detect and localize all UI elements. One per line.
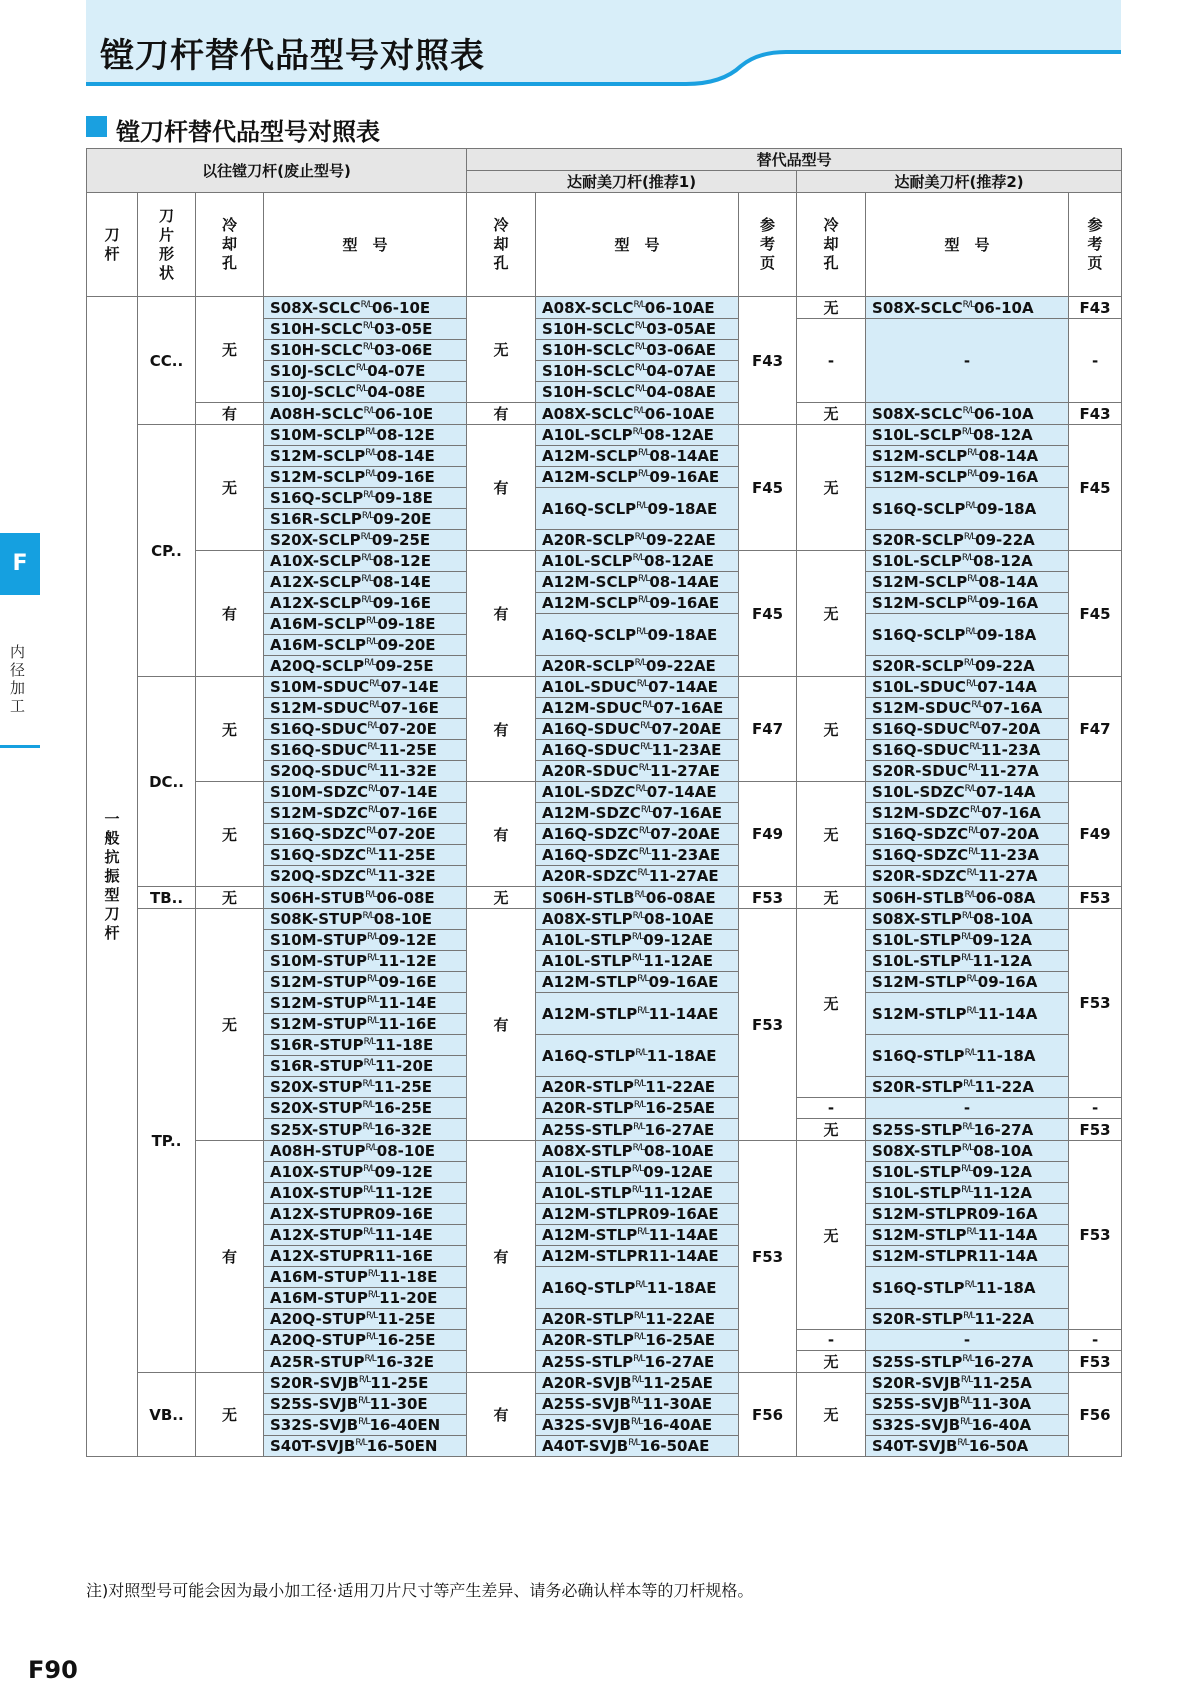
rec2-model-cell: $S16Q-SDUC^{R/L}11-23A$ xyxy=(866,740,1069,761)
table-row xyxy=(87,887,1122,909)
old-model-cell: $S16Q-SCLP^{R/L}09-18E$ xyxy=(264,488,467,509)
coolant-cell: 无 xyxy=(196,782,264,887)
page-number: F90 xyxy=(28,1656,78,1684)
rec1-model-cell: $S10H-SCLC^{R/L}03-06AE$ xyxy=(536,340,739,361)
old-model-cell: $S20X-STUP^{R/L}16-25E$ xyxy=(264,1098,467,1119)
rec1-model-cell: $A20R-SVJB^{R/L}11-25AE$ xyxy=(536,1373,739,1394)
rec1-model-cell: $A16Q-SCLP^{R/L}09-18AE$ xyxy=(536,614,739,656)
coolant-cell: 无 xyxy=(196,297,264,403)
old-model-cell: $S10M-SDUC^{R/L}07-14E$ xyxy=(264,677,467,698)
rec2-model-cell: $S10L-STLP^{R/L}09-12A$ xyxy=(866,930,1069,951)
col-model-header: 型 号 xyxy=(264,193,467,297)
rec2-ref-cell: F56 xyxy=(1069,1373,1122,1457)
rec1-model-cell: $A16Q-SDZC^{R/L}11-23AE$ xyxy=(536,845,739,866)
rec2-model-cell: - xyxy=(866,1330,1069,1351)
rec2-ref-cell: - xyxy=(1069,319,1122,403)
shape-cell: DC.. xyxy=(138,677,196,887)
rec1-model-cell: $A12M-STLP^{R/L}11-14AE$ xyxy=(536,993,739,1035)
coolant-cell: 无 xyxy=(196,887,264,909)
rec2-model-cell: $S20R-SCLP^{R/L}09-22A$ xyxy=(866,530,1069,551)
rec2-coolant-cell: 无 xyxy=(797,1351,866,1373)
shape-cell: TB.. xyxy=(138,887,196,909)
rec2-model-cell: $S08X-STLP^{R/L}08-10A$ xyxy=(866,909,1069,930)
old-model-cell: $A20Q-SCLP^{R/L}09-25E$ xyxy=(264,656,467,677)
rec2-model-cell: $S08X-SCLC^{R/L}06-10A$ xyxy=(866,403,1069,425)
rec1-model-cell: $A10L-STLP^{R/L}11-12AE$ xyxy=(536,951,739,972)
old-model-cell: $S12M-SCLP^{R/L}09-16E$ xyxy=(264,467,467,488)
rec1-model-cell: $A12M-SDUC^{R/L}07-16AE$ xyxy=(536,698,739,719)
rec1-model-cell: $A16Q-SCLP^{R/L}09-18AE$ xyxy=(536,488,739,530)
old-model-cell: $A10X-STUP^{R/L}11-12E$ xyxy=(264,1183,467,1204)
old-model-cell: $A12X-STUP^{R/L}11-14E$ xyxy=(264,1225,467,1246)
col-ref-header: 参考页 xyxy=(739,193,797,297)
rec2-model-cell: - xyxy=(866,1098,1069,1119)
rec2-model-cell: $S12M-SCLP^{R/L}08-14A$ xyxy=(866,446,1069,467)
old-model-cell: $S20Q-SDUC^{R/L}11-32E$ xyxy=(264,761,467,782)
rec1-model-cell: A12M-STLPR11-14AE xyxy=(536,1246,739,1267)
old-model-cell: $S10M-STUP^{R/L}09-12E$ xyxy=(264,930,467,951)
table-row xyxy=(87,551,1122,572)
rec2-model-cell: - xyxy=(866,319,1069,403)
rec2-model-cell: $S10L-STLP^{R/L}09-12A$ xyxy=(866,1162,1069,1183)
rec1-ref-cell: F45 xyxy=(739,425,797,551)
rec2-model-cell: $S16Q-STLP^{R/L}11-18A$ xyxy=(866,1035,1069,1077)
rec2-model-cell: $S10L-SDUC^{R/L}07-14A$ xyxy=(866,677,1069,698)
rec1-model-cell: $A12M-STLP^{R/L}09-16AE$ xyxy=(536,972,739,993)
rec2-ref-cell: F53 xyxy=(1069,1119,1122,1141)
coolant-cell: 有 xyxy=(196,1141,264,1373)
rec1-model-cell: $A08X-SCLC^{R/L}06-10AE$ xyxy=(536,403,739,425)
old-model-cell: $S16R-STUP^{R/L}11-18E$ xyxy=(264,1035,467,1056)
table-row xyxy=(87,782,1122,803)
rec2-model-cell: $S12M-SDZC^{R/L}07-16A$ xyxy=(866,803,1069,824)
side-tab-letter[interactable]: F xyxy=(0,533,40,595)
rec1-model-cell: $A10L-STLP^{R/L}09-12AE$ xyxy=(536,930,739,951)
rec1-model-cell: $A16Q-STLP^{R/L}11-18AE$ xyxy=(536,1267,739,1309)
rec1-coolant-cell: 有 xyxy=(467,425,536,551)
rec1-model-cell: $A08X-STLP^{R/L}08-10AE$ xyxy=(536,909,739,930)
rec1-coolant-cell: 有 xyxy=(467,1141,536,1373)
shape-cell: VB.. xyxy=(138,1373,196,1457)
rec1-model-cell: $A16Q-SDZC^{R/L}07-20AE$ xyxy=(536,824,739,845)
rec2-model-cell: $S12M-SDUC^{R/L}07-16A$ xyxy=(866,698,1069,719)
rec1-ref-cell: F49 xyxy=(739,782,797,887)
col-cool-header: 冷却孔 xyxy=(196,193,264,297)
rec1-model-cell: $A12M-SCLP^{R/L}08-14AE$ xyxy=(536,572,739,593)
rec2-model-cell: $S25S-SVJB^{R/L}11-30A$ xyxy=(866,1394,1069,1415)
rec1-ref-cell: F45 xyxy=(739,551,797,677)
col-model-header: 型 号 xyxy=(866,193,1069,297)
rec1-model-cell: $A12M-STLP^{R/L}11-14AE$ xyxy=(536,1225,739,1246)
coolant-cell: 无 xyxy=(196,425,264,551)
table-row xyxy=(87,1373,1122,1394)
rec1-model-cell: $A08X-STLP^{R/L}08-10AE$ xyxy=(536,1141,739,1162)
rec1-model-cell: A12M-STLPR09-16AE xyxy=(536,1204,739,1225)
rec1-model-cell: $A08X-SCLC^{R/L}06-10AE$ xyxy=(536,297,739,319)
rec2-model-cell: $S08X-STLP^{R/L}08-10A$ xyxy=(866,1141,1069,1162)
rec1-model-cell: $A25S-STLP^{R/L}16-27AE$ xyxy=(536,1119,739,1141)
old-model-cell: A12X-STUPR09-16E xyxy=(264,1204,467,1225)
side-tab-label xyxy=(0,595,40,748)
holder-type-cell: 一般抗振型刀杆 xyxy=(87,297,138,1457)
old-model-cell: $S16R-SCLP^{R/L}09-20E$ xyxy=(264,509,467,530)
old-model-cell: $S08X-SCLC^{R/L}06-10E$ xyxy=(264,297,467,319)
shape-cell: TP.. xyxy=(138,909,196,1373)
old-model-cell: $A10X-SCLP^{R/L}08-12E$ xyxy=(264,551,467,572)
old-model-cell: $A12X-SCLP^{R/L}09-16E$ xyxy=(264,593,467,614)
rec1-model-cell: $S06H-STLB^{R/L}06-08AE$ xyxy=(536,887,739,909)
old-model-cell: $S40T-SVJB^{R/L}16-50EN$ xyxy=(264,1436,467,1457)
old-model-cell: $S10H-SCLC^{R/L}03-05E$ xyxy=(264,319,467,340)
rec2-ref-cell: F43 xyxy=(1069,297,1122,319)
rec2-model-cell: $S20R-SCLP^{R/L}09-22A$ xyxy=(866,656,1069,677)
rec2-coolant-cell: - xyxy=(797,319,866,403)
old-model-cell: $S16Q-SDZC^{R/L}11-25E$ xyxy=(264,845,467,866)
rec2-model-cell: $S16Q-SDZC^{R/L}07-20A$ xyxy=(866,824,1069,845)
rec1-model-cell: $A12M-SCLP^{R/L}09-16AE$ xyxy=(536,467,739,488)
rec1-coolant-cell: 无 xyxy=(467,887,536,909)
rec2-ref-cell: F53 xyxy=(1069,1141,1122,1330)
col-shape-header: 刀片形状 xyxy=(138,193,196,297)
rec1-ref-cell: F53 xyxy=(739,887,797,909)
rec1-coolant-cell: 有 xyxy=(467,909,536,1141)
old-model-cell: $S10M-STUP^{R/L}11-12E$ xyxy=(264,951,467,972)
rec1-ref-cell: F53 xyxy=(739,1141,797,1373)
rec1-model-cell: $A12M-SCLP^{R/L}09-16AE$ xyxy=(536,593,739,614)
rec1-model-cell: $A16Q-STLP^{R/L}11-18AE$ xyxy=(536,1035,739,1077)
old-model-cell: $A12X-SCLP^{R/L}08-14E$ xyxy=(264,572,467,593)
rec2-model-cell: $S12M-STLP^{R/L}11-14A$ xyxy=(866,1225,1069,1246)
rec2-model-cell: $S20R-SVJB^{R/L}11-25A$ xyxy=(866,1373,1069,1394)
rec1-coolant-cell: 有 xyxy=(467,551,536,677)
col-model-header: 型 号 xyxy=(536,193,739,297)
old-model-cell: $A20Q-STUP^{R/L}16-25E$ xyxy=(264,1330,467,1351)
rec2-ref-cell: F45 xyxy=(1069,425,1122,551)
rec2-model-cell: $S12M-STLP^{R/L}11-14A$ xyxy=(866,993,1069,1035)
shape-cell: CP.. xyxy=(138,425,196,677)
rec1-model-cell: $S10H-SCLC^{R/L}03-05AE$ xyxy=(536,319,739,340)
old-model-cell: A12X-STUPR11-16E xyxy=(264,1246,467,1267)
title-banner xyxy=(86,0,1121,92)
old-model-cell: $S10J-SCLC^{R/L}04-07E$ xyxy=(264,361,467,382)
rec1-ref-cell: F43 xyxy=(739,297,797,425)
rec1-coolant-cell: 有 xyxy=(467,1373,536,1457)
rec1-model-cell: $A25S-SVJB^{R/L}11-30AE$ xyxy=(536,1394,739,1415)
old-model-cell: $A20Q-STUP^{R/L}11-25E$ xyxy=(264,1309,467,1330)
col-ref-header: 参考页 xyxy=(1069,193,1122,297)
coolant-cell: 无 xyxy=(196,909,264,1141)
old-model-cell: $S12M-STUP^{R/L}11-14E$ xyxy=(264,993,467,1014)
old-model-cell: $S10H-SCLC^{R/L}03-06E$ xyxy=(264,340,467,361)
old-model-cell: $A16M-STUP^{R/L}11-20E$ xyxy=(264,1288,467,1309)
rec1-model-cell: $A20R-SDUC^{R/L}11-27AE$ xyxy=(536,761,739,782)
rec2-coolant-cell: 无 xyxy=(797,425,866,551)
old-model-cell: $A10X-STUP^{R/L}09-12E$ xyxy=(264,1162,467,1183)
rec2-model-cell: $S20R-SDUC^{R/L}11-27A$ xyxy=(866,761,1069,782)
rec2-model-cell: $S16Q-SDUC^{R/L}07-20A$ xyxy=(866,719,1069,740)
old-model-cell: $S20Q-SDZC^{R/L}11-32E$ xyxy=(264,866,467,887)
rec2-model-cell: $S12M-SCLP^{R/L}09-16A$ xyxy=(866,467,1069,488)
rec2-model-cell: $S25S-STLP^{R/L}16-27A$ xyxy=(866,1351,1069,1373)
rec2-coolant-cell: 无 xyxy=(797,551,866,677)
old-model-cell: $S12M-SDZC^{R/L}07-16E$ xyxy=(264,803,467,824)
group-new-header: 替代品型号 xyxy=(467,149,1122,171)
table-row xyxy=(87,297,1122,319)
rec1-model-cell: $A40T-SVJB^{R/L}16-50AE$ xyxy=(536,1436,739,1457)
comparison-table-wrapper xyxy=(86,148,1121,1573)
group-rec2-header: 达耐美刀杆(推荐2) xyxy=(797,171,1122,193)
rec2-model-cell: $S16Q-SCLP^{R/L}09-18A$ xyxy=(866,614,1069,656)
rec2-coolant-cell: 无 xyxy=(797,677,866,782)
rec1-model-cell: $A10L-SCLP^{R/L}08-12AE$ xyxy=(536,551,739,572)
rec1-model-cell: $A16Q-SDUC^{R/L}07-20AE$ xyxy=(536,719,739,740)
rec2-model-cell: S12M-STLPR11-14A xyxy=(866,1246,1069,1267)
old-model-cell: $S25S-SVJB^{R/L}11-30E$ xyxy=(264,1394,467,1415)
rec2-model-cell: $S10L-SDZC^{R/L}07-14A$ xyxy=(866,782,1069,803)
rec2-model-cell: $S16Q-SDZC^{R/L}11-23A$ xyxy=(866,845,1069,866)
rec1-model-cell: $A20R-STLP^{R/L}16-25AE$ xyxy=(536,1098,739,1119)
rec2-ref-cell: F43 xyxy=(1069,403,1122,425)
rec1-model-cell: $A10L-SCLP^{R/L}08-12AE$ xyxy=(536,425,739,446)
rec1-coolant-cell: 有 xyxy=(467,677,536,782)
rec2-coolant-cell: - xyxy=(797,1098,866,1119)
rec2-model-cell: S12M-STLPR09-16A xyxy=(866,1204,1069,1225)
rec2-model-cell: $S10L-SCLP^{R/L}08-12A$ xyxy=(866,551,1069,572)
rec1-model-cell: $S10H-SCLC^{R/L}04-07AE$ xyxy=(536,361,739,382)
rec1-model-cell: $A20R-SCLP^{R/L}09-22AE$ xyxy=(536,530,739,551)
rec2-model-cell: $S25S-STLP^{R/L}16-27A$ xyxy=(866,1119,1069,1141)
col-cool-header: 冷却孔 xyxy=(467,193,536,297)
old-model-cell: $S06H-STUB^{R/L}06-08E$ xyxy=(264,887,467,909)
rec1-model-cell: $A32S-SVJB^{R/L}16-40AE$ xyxy=(536,1415,739,1436)
rec1-ref-cell: F47 xyxy=(739,677,797,782)
old-model-cell: $A25R-STUP^{R/L}16-32E$ xyxy=(264,1351,467,1373)
rec2-model-cell: $S08X-SCLC^{R/L}06-10A$ xyxy=(866,297,1069,319)
rec2-model-cell: $S16Q-STLP^{R/L}11-18A$ xyxy=(866,1267,1069,1309)
coolant-cell: 有 xyxy=(196,551,264,677)
rec2-model-cell: $S10L-SCLP^{R/L}08-12A$ xyxy=(866,425,1069,446)
old-model-cell: $S20X-STUP^{R/L}11-25E$ xyxy=(264,1077,467,1098)
rec2-coolant-cell: 无 xyxy=(797,297,866,319)
old-model-cell: $S16Q-SDZC^{R/L}07-20E$ xyxy=(264,824,467,845)
rec2-model-cell: $S06H-STLB^{R/L}06-08A$ xyxy=(866,887,1069,909)
old-model-cell: $A16M-STUP^{R/L}11-18E$ xyxy=(264,1267,467,1288)
old-model-cell: $S10J-SCLC^{R/L}04-08E$ xyxy=(264,382,467,403)
old-model-cell: $S16Q-SDUC^{R/L}07-20E$ xyxy=(264,719,467,740)
group-old-header: 以往镗刀杆(废止型号) xyxy=(87,149,467,193)
rec2-ref-cell: F47 xyxy=(1069,677,1122,782)
old-model-cell: $S12M-STUP^{R/L}11-16E$ xyxy=(264,1014,467,1035)
old-model-cell: $S16R-STUP^{R/L}11-20E$ xyxy=(264,1056,467,1077)
table-row xyxy=(87,425,1122,446)
comparison-table xyxy=(86,148,1122,1457)
rec2-model-cell: $S16Q-SCLP^{R/L}09-18A$ xyxy=(866,488,1069,530)
old-model-cell: $S16Q-SDUC^{R/L}11-25E$ xyxy=(264,740,467,761)
shape-cell: CC.. xyxy=(138,297,196,425)
rec2-model-cell: $S12M-STLP^{R/L}09-16A$ xyxy=(866,972,1069,993)
rec1-model-cell: $A20R-SCLP^{R/L}09-22AE$ xyxy=(536,656,739,677)
rec1-model-cell: $A20R-STLP^{R/L}11-22AE$ xyxy=(536,1077,739,1098)
old-model-cell: $A08H-SCLC^{R/L}06-10E$ xyxy=(264,403,467,425)
old-model-cell: $S12M-SCLP^{R/L}08-14E$ xyxy=(264,446,467,467)
rec1-model-cell: $S10H-SCLC^{R/L}04-08AE$ xyxy=(536,382,739,403)
group-rec1-header: 达耐美刀杆(推荐1) xyxy=(467,171,797,193)
rec2-model-cell: $S12M-SCLP^{R/L}09-16A$ xyxy=(866,593,1069,614)
rec2-model-cell: $S12M-SCLP^{R/L}08-14A$ xyxy=(866,572,1069,593)
table-row xyxy=(87,1141,1122,1162)
rec2-ref-cell: F53 xyxy=(1069,887,1122,909)
old-model-cell: $S10M-SCLP^{R/L}08-12E$ xyxy=(264,425,467,446)
rec2-model-cell: $S20R-STLP^{R/L}11-22A$ xyxy=(866,1309,1069,1330)
rec2-coolant-cell: 无 xyxy=(797,1119,866,1141)
footnote: 注)对照型号可能会因为最小加工径·适用刀片尺寸等产生差异、请务必确认样本等的刀杆规格。 xyxy=(86,1581,754,1600)
rec2-coolant-cell: 无 xyxy=(797,909,866,1098)
rec1-model-cell: $A10L-SDUC^{R/L}07-14AE$ xyxy=(536,677,739,698)
section-title: 镗刀杆替代品型号对照表 xyxy=(116,118,380,146)
rec2-coolant-cell: 无 xyxy=(797,403,866,425)
rec1-coolant-cell: 有 xyxy=(467,403,536,425)
rec2-coolant-cell: - xyxy=(797,1330,866,1351)
rec2-ref-cell: - xyxy=(1069,1098,1122,1119)
old-model-cell: $S20R-SVJB^{R/L}11-25E$ xyxy=(264,1373,467,1394)
table-row xyxy=(87,909,1122,930)
old-model-cell: $S20X-SCLP^{R/L}09-25E$ xyxy=(264,530,467,551)
rec1-ref-cell: F53 xyxy=(739,909,797,1141)
rec1-model-cell: $A20R-STLP^{R/L}16-25AE$ xyxy=(536,1330,739,1351)
rec1-model-cell: $A12M-SDZC^{R/L}07-16AE$ xyxy=(536,803,739,824)
rec2-model-cell: $S10L-STLP^{R/L}11-12A$ xyxy=(866,1183,1069,1204)
old-model-cell: $S32S-SVJB^{R/L}16-40EN$ xyxy=(264,1415,467,1436)
old-model-cell: $A08H-STUP^{R/L}08-10E$ xyxy=(264,1141,467,1162)
col-cool-header: 冷却孔 xyxy=(797,193,866,297)
rec1-ref-cell: F56 xyxy=(739,1373,797,1457)
rec2-model-cell: $S10L-STLP^{R/L}11-12A$ xyxy=(866,951,1069,972)
col-holder-header: 刀杆 xyxy=(87,193,138,297)
rec1-model-cell: $A12M-SCLP^{R/L}08-14AE$ xyxy=(536,446,739,467)
rec1-coolant-cell: 无 xyxy=(467,297,536,403)
old-model-cell: $S10M-SDZC^{R/L}07-14E$ xyxy=(264,782,467,803)
old-model-cell: $S25X-STUP^{R/L}16-32E$ xyxy=(264,1119,467,1141)
rec2-coolant-cell: 无 xyxy=(797,782,866,887)
rec2-ref-cell: F53 xyxy=(1069,1351,1122,1373)
rec2-ref-cell: F53 xyxy=(1069,909,1122,1098)
rec2-ref-cell: F45 xyxy=(1069,551,1122,677)
rec2-ref-cell: F49 xyxy=(1069,782,1122,887)
rec2-coolant-cell: 无 xyxy=(797,1141,866,1330)
rec2-coolant-cell: 无 xyxy=(797,1373,866,1457)
rec1-model-cell: $A10L-STLP^{R/L}09-12AE$ xyxy=(536,1162,739,1183)
rec1-model-cell: $A16Q-SDUC^{R/L}11-23AE$ xyxy=(536,740,739,761)
side-tab-label-text: 内径加工 xyxy=(10,643,26,715)
old-model-cell: $S08K-STUP^{R/L}08-10E$ xyxy=(264,909,467,930)
rec2-coolant-cell: 无 xyxy=(797,887,866,909)
coolant-cell: 有 xyxy=(196,403,264,425)
rec2-model-cell: $S40T-SVJB^{R/L}16-50A$ xyxy=(866,1436,1069,1457)
old-model-cell: $S12M-SDUC^{R/L}07-16E$ xyxy=(264,698,467,719)
rec2-model-cell: $S20R-STLP^{R/L}11-22A$ xyxy=(866,1077,1069,1098)
old-model-cell: $A16M-SCLP^{R/L}09-20E$ xyxy=(264,635,467,656)
rec2-model-cell: $S32S-SVJB^{R/L}16-40A$ xyxy=(866,1415,1069,1436)
rec1-model-cell: $A10L-STLP^{R/L}11-12AE$ xyxy=(536,1183,739,1204)
table-row xyxy=(87,677,1122,698)
table-row xyxy=(87,403,1122,425)
old-model-cell: $S12M-STUP^{R/L}09-16E$ xyxy=(264,972,467,993)
rec1-coolant-cell: 有 xyxy=(467,782,536,887)
section-square-icon xyxy=(86,116,107,137)
rec1-model-cell: $A20R-SDZC^{R/L}11-27AE$ xyxy=(536,866,739,887)
old-model-cell: $A16M-SCLP^{R/L}09-18E$ xyxy=(264,614,467,635)
rec1-model-cell: $A20R-STLP^{R/L}11-22AE$ xyxy=(536,1309,739,1330)
rec2-ref-cell: - xyxy=(1069,1330,1122,1351)
rec2-model-cell: $S20R-SDZC^{R/L}11-27A$ xyxy=(866,866,1069,887)
coolant-cell: 无 xyxy=(196,1373,264,1457)
rec1-model-cell: $A10L-SDZC^{R/L}07-14AE$ xyxy=(536,782,739,803)
rec1-model-cell: $A25S-STLP^{R/L}16-27AE$ xyxy=(536,1351,739,1373)
coolant-cell: 无 xyxy=(196,677,264,782)
page-title: 镗刀杆替代品型号对照表 xyxy=(100,36,485,76)
